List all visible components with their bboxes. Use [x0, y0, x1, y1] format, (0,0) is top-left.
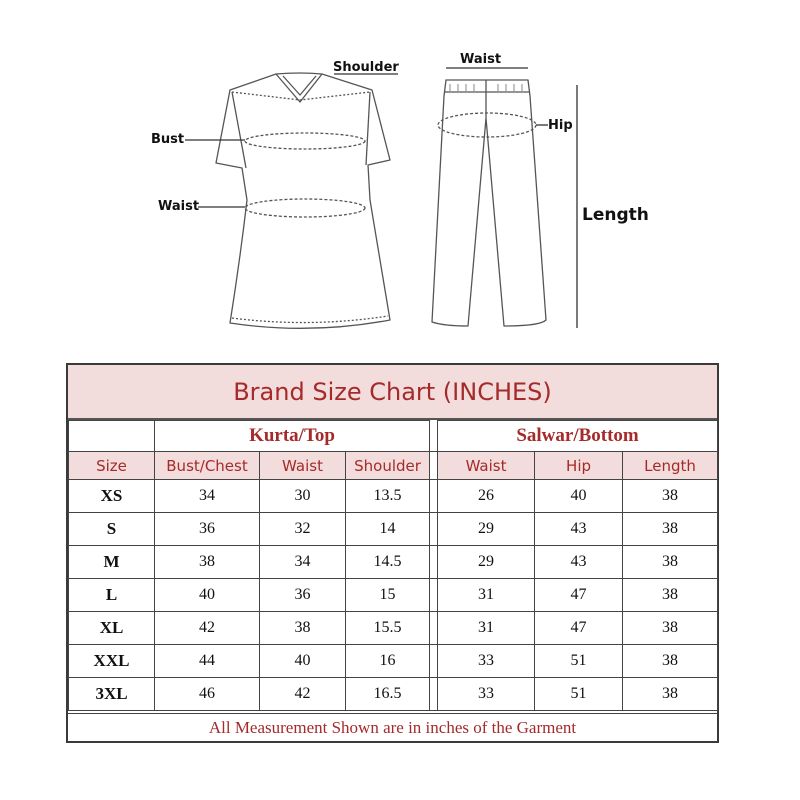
- column-header: Waist: [438, 452, 535, 480]
- measurement-cell: 13.5: [346, 480, 430, 513]
- group-header-blank: [69, 421, 155, 452]
- measurement-cell: 36: [260, 579, 346, 612]
- column-header: Bust/Chest: [155, 452, 260, 480]
- column-header: Size: [69, 452, 155, 480]
- table-row: [69, 546, 718, 579]
- measurement-cell: 29: [438, 513, 535, 546]
- measurement-cell: 46: [155, 678, 260, 711]
- measurement-cell: 38: [623, 579, 718, 612]
- size-chart: [66, 363, 719, 743]
- bust-label: Bust: [151, 132, 185, 147]
- kurta-neckline: [276, 74, 322, 102]
- kurta-waist-label: Waist: [158, 199, 200, 214]
- table-row: [69, 645, 718, 678]
- measurement-cell: 38: [155, 546, 260, 579]
- measurement-cell: 15: [346, 579, 430, 612]
- size-cell: XXL: [69, 645, 155, 678]
- table-row: [69, 513, 718, 546]
- kurta-outline: [216, 73, 390, 328]
- measurement-cell: 40: [155, 579, 260, 612]
- measurement-cell: 15.5: [346, 612, 430, 645]
- measurement-cell: 38: [623, 645, 718, 678]
- measurement-cell: 43: [535, 513, 623, 546]
- size-cell: 3XL: [69, 678, 155, 711]
- size-cell: M: [69, 546, 155, 579]
- measurement-cell: 38: [260, 612, 346, 645]
- measurement-cell: 32: [260, 513, 346, 546]
- column-header: Length: [623, 452, 718, 480]
- measurement-cell: 14: [346, 513, 430, 546]
- measurement-cell: 38: [623, 513, 718, 546]
- measurement-cell: 30: [260, 480, 346, 513]
- size-cell: XL: [69, 612, 155, 645]
- column-divider: [430, 452, 438, 480]
- measurement-cell: 38: [623, 480, 718, 513]
- measurement-cell: 42: [155, 612, 260, 645]
- waist-measure: [245, 199, 365, 217]
- table-row: [69, 678, 718, 711]
- row-divider: [430, 645, 438, 678]
- measurement-cell: 40: [535, 480, 623, 513]
- measurement-cell: 51: [535, 678, 623, 711]
- measurement-cell: 38: [623, 612, 718, 645]
- measurement-cell: 14.5: [346, 546, 430, 579]
- row-divider: [430, 513, 438, 546]
- measurement-cell: 33: [438, 645, 535, 678]
- measurement-cell: 38: [623, 678, 718, 711]
- chart-title: Brand Size Chart (INCHES): [68, 365, 717, 420]
- salwar-outline: [432, 80, 546, 326]
- measurement-cell: 29: [438, 546, 535, 579]
- measurement-cell: 36: [155, 513, 260, 546]
- size-cell: S: [69, 513, 155, 546]
- row-divider: [430, 480, 438, 513]
- table-row: [69, 480, 718, 513]
- measurement-note: All Measurement Shown are in inches of the Garment: [68, 713, 717, 741]
- table-row: [69, 579, 718, 612]
- measurement-cell: 34: [260, 546, 346, 579]
- kurta-group-header: Kurta/Top: [155, 421, 430, 452]
- measurement-cell: 47: [535, 612, 623, 645]
- column-header: Shoulder: [346, 452, 430, 480]
- row-divider: [430, 579, 438, 612]
- measurement-cell: 38: [623, 546, 718, 579]
- measurement-cell: 42: [260, 678, 346, 711]
- row-divider: [430, 612, 438, 645]
- salwar-waist-label: Waist: [460, 52, 502, 67]
- shoulder-label: Shoulder: [333, 60, 399, 75]
- measurement-cell: 51: [535, 645, 623, 678]
- size-table: [68, 420, 718, 711]
- size-rows: [69, 480, 718, 711]
- row-divider: [430, 678, 438, 711]
- length-label: Length: [582, 205, 649, 225]
- garment-illustration: [0, 0, 800, 350]
- size-cell: L: [69, 579, 155, 612]
- table-row: [69, 612, 718, 645]
- measurement-cell: 43: [535, 546, 623, 579]
- measurement-cell: 31: [438, 579, 535, 612]
- measurement-cell: 33: [438, 678, 535, 711]
- column-header: Hip: [535, 452, 623, 480]
- measurement-cell: 26: [438, 480, 535, 513]
- row-divider: [430, 546, 438, 579]
- bust-measure: [245, 133, 365, 149]
- measurement-cell: 34: [155, 480, 260, 513]
- measurement-cell: 47: [535, 579, 623, 612]
- size-cell: XS: [69, 480, 155, 513]
- hip-label: Hip: [548, 118, 573, 133]
- group-divider: [430, 421, 438, 452]
- column-header: Waist: [260, 452, 346, 480]
- measurement-cell: 31: [438, 612, 535, 645]
- group-header-row: [69, 421, 718, 452]
- salwar-group-header: Salwar/Bottom: [438, 421, 718, 452]
- measurement-cell: 16.5: [346, 678, 430, 711]
- garment-diagram: [0, 0, 800, 350]
- measurement-cell: 40: [260, 645, 346, 678]
- measurement-cell: 44: [155, 645, 260, 678]
- column-header-row: [69, 452, 718, 480]
- measurement-cell: 16: [346, 645, 430, 678]
